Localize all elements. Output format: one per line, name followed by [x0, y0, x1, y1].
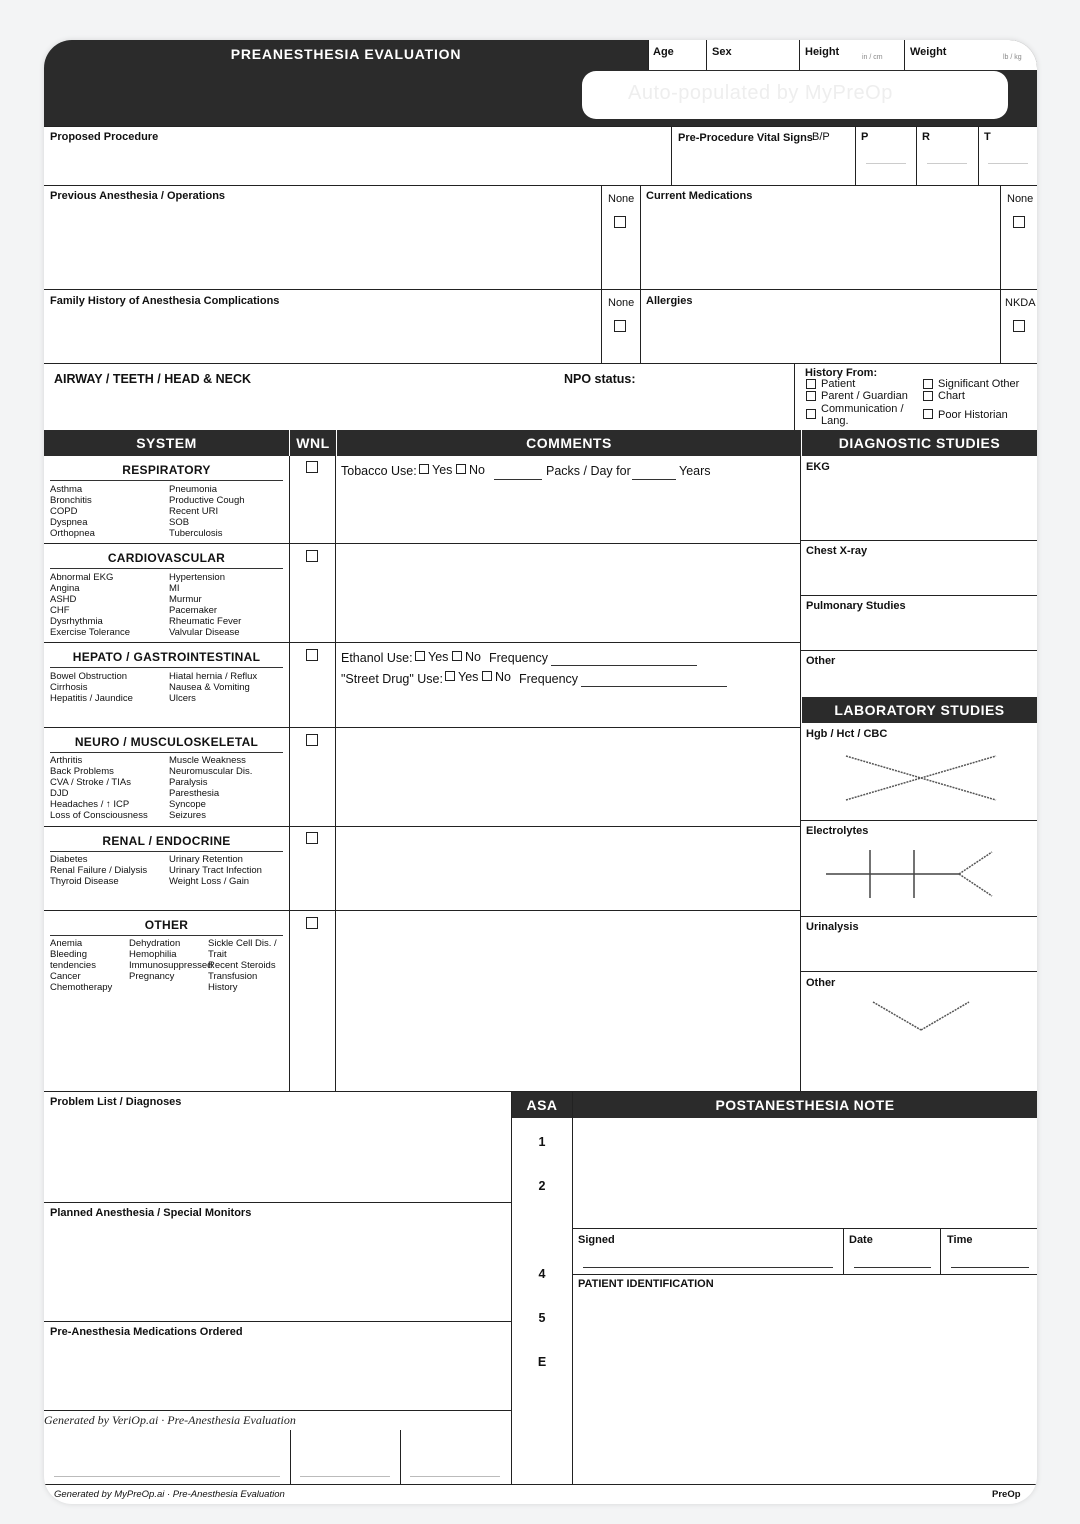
- asa-e[interactable]: E: [537, 1355, 547, 1369]
- wnl-header: WNL: [289, 430, 336, 456]
- postanesthesia-note-field[interactable]: [574, 1119, 1036, 1227]
- proposed-procedure-field[interactable]: [46, 144, 668, 184]
- packs-label: Packs / Day for: [546, 464, 631, 478]
- history-chart-checkbox[interactable]: [923, 391, 933, 401]
- prev-anesthesia-label: Previous Anesthesia / Operations: [50, 190, 226, 202]
- asa-4[interactable]: 4: [538, 1267, 546, 1281]
- postanesthesia-header: POSTANESTHESIA NOTE: [573, 1092, 1037, 1118]
- asa-5[interactable]: 5: [538, 1311, 546, 1325]
- hgb-label: Hgb / Hct / CBC: [806, 728, 888, 740]
- years-field[interactable]: [632, 479, 676, 480]
- problem-list-label: Problem List / Diagnoses: [50, 1096, 182, 1108]
- history-poor-historian-label: Poor Historian: [938, 409, 1008, 421]
- cardiovascular-title: CARDIOVASCULAR: [107, 551, 226, 565]
- date-label: Date: [849, 1234, 873, 1246]
- hepato-conditions-left: Bowel Obstruction Cirrhosis Hepatitis / Jaundice: [50, 671, 133, 704]
- system-header: SYSTEM: [44, 430, 289, 456]
- street-yes-checkbox[interactable]: [445, 671, 455, 681]
- temp-label: T: [984, 131, 991, 143]
- neuro-title: NEURO / MUSCULOSKELETAL: [74, 735, 259, 749]
- diagnostic-other-label: Other: [806, 655, 836, 667]
- npo-status-label: NPO status:: [564, 372, 636, 386]
- time-field[interactable]: [951, 1267, 1029, 1268]
- overlay-footer-text: Generated by VeriOp.ai · Pre-Anesthesia Evaluation: [44, 1413, 296, 1427]
- resp-label: R: [922, 131, 930, 143]
- hepato-wnl-checkbox[interactable]: [306, 649, 318, 661]
- street-yes-label: Yes: [458, 670, 479, 684]
- allergies-label: Allergies: [646, 295, 693, 307]
- ethanol-no-checkbox[interactable]: [452, 651, 462, 661]
- pulmonary-studies-label: Pulmonary Studies: [806, 600, 906, 612]
- asa-2[interactable]: 2: [538, 1179, 546, 1193]
- prev-anesthesia-none-checkbox[interactable]: [614, 216, 626, 228]
- history-patient-label: Patient: [821, 378, 856, 390]
- electrolytes-label: Electrolytes: [806, 825, 869, 837]
- signed-label: Signed: [578, 1234, 615, 1246]
- current-meds-none-checkbox[interactable]: [1013, 216, 1025, 228]
- vital-signs-label: Pre-Procedure Vital Signs: [678, 132, 813, 144]
- tobacco-yes-checkbox[interactable]: [419, 464, 429, 474]
- history-communication-label: Communication /: [821, 403, 904, 415]
- weight-unit: lb / kg: [1003, 54, 1022, 61]
- signed-field[interactable]: [583, 1267, 833, 1268]
- date-field[interactable]: [854, 1267, 931, 1268]
- sex-label: Sex: [712, 46, 732, 58]
- other-conditions-col2: Dehydration Hemophilia Immunosuppressed Pregnancy: [129, 938, 213, 982]
- cardiovascular-conditions-left: Abnormal EKG Angina ASHD CHF Dysrhythmia Exercise Tolerance: [50, 572, 131, 638]
- premeds-label: Pre-Anesthesia Medications Ordered: [50, 1326, 243, 1338]
- respiratory-conditions-right: Pneumonia Productive Cough Recent URI SOB Tuberculosis: [169, 484, 245, 539]
- renal-wnl-checkbox[interactable]: [306, 832, 318, 844]
- none-label-1: None: [608, 193, 635, 205]
- time-label: Time: [947, 1234, 973, 1246]
- none-label-3: None: [608, 297, 635, 309]
- height-label: Height: [805, 46, 840, 58]
- proposed-procedure-label: Proposed Procedure: [50, 131, 159, 143]
- ethanol-use-label: Ethanol Use:: [341, 651, 413, 665]
- lab-other-label: Other: [806, 977, 836, 989]
- renal-title: RENAL / ENDOCRINE: [102, 834, 231, 848]
- ethanol-no-label: No: [465, 650, 481, 664]
- street-no-checkbox[interactable]: [482, 671, 492, 681]
- asa-header: ASA: [512, 1092, 572, 1118]
- neuro-conditions-left: Arthritis Back Problems CVA / Stroke / TIAs DJD Headaches / ↑ ICP Loss of Consciousness: [50, 755, 148, 821]
- lab-other-diagram-icon: [870, 998, 972, 1034]
- cardiovascular-conditions-right: Hypertension MI Murmur Pacemaker Rheumatic Fever Valvular Disease: [169, 572, 242, 638]
- hepato-conditions-right: Hiatal hernia / Reflux Nausea & Vomiting Ulcers: [169, 671, 258, 704]
- footer-text: Generated by MyPreOp.ai · Pre-Anesthesia Evaluation: [54, 1489, 285, 1500]
- electrolytes-diagram-icon: [824, 848, 999, 900]
- street-frequency-label: Frequency: [519, 672, 579, 686]
- history-communication-checkbox[interactable]: [806, 409, 816, 419]
- cardiovascular-wnl-checkbox[interactable]: [306, 550, 318, 562]
- cbc-diagram-icon: [844, 752, 999, 804]
- ethanol-yes-checkbox[interactable]: [415, 651, 425, 661]
- tobacco-use-label: Tobacco Use:: [341, 464, 417, 478]
- history-patient-checkbox[interactable]: [806, 379, 816, 389]
- ethanol-yes-label: Yes: [428, 650, 449, 664]
- history-from-label: History From:: [805, 367, 878, 379]
- renal-conditions-left: Diabetes Renal Failure / Dialysis Thyroid Disease: [50, 854, 148, 887]
- chest-xray-label: Chest X-ray: [806, 545, 868, 557]
- history-parent-checkbox[interactable]: [806, 391, 816, 401]
- laboratory-studies-header: LABORATORY STUDIES: [801, 697, 1037, 723]
- ekg-label: EKG: [806, 461, 830, 473]
- current-meds-label: Current Medications: [646, 190, 753, 202]
- street-no-label: No: [495, 670, 511, 684]
- tobacco-no-checkbox[interactable]: [456, 464, 466, 474]
- neuro-conditions-right: Muscle Weakness Neuromuscular Dis. Paralysis Paresthesia Syncope Seizures: [169, 755, 253, 821]
- history-lang-label: Lang.: [821, 415, 849, 427]
- other-title: OTHER: [144, 918, 189, 932]
- autopopulated-text: Auto-populated by MyPreOp: [628, 82, 893, 104]
- footer-right-text: PreOp: [992, 1489, 1021, 1500]
- form-title: PREANESTHESIA EVALUATION: [230, 46, 462, 62]
- none-label-2: None: [1007, 193, 1034, 205]
- other-wnl-checkbox[interactable]: [306, 917, 318, 929]
- tobacco-yes-label: Yes: [432, 463, 453, 477]
- planned-anesthesia-label: Planned Anesthesia / Special Monitors: [50, 1207, 252, 1219]
- family-history-label: Family History of Anesthesia Complications: [50, 295, 280, 307]
- ethanol-frequency-field[interactable]: [551, 665, 697, 666]
- height-unit: in / cm: [862, 54, 883, 61]
- history-poor-historian-checkbox[interactable]: [923, 409, 933, 419]
- history-chart-label: Chart: [938, 390, 965, 402]
- street-drug-label: "Street Drug" Use:: [341, 672, 443, 686]
- age-label: Age: [653, 46, 674, 58]
- urinalysis-label: Urinalysis: [806, 921, 859, 933]
- tobacco-no-label: No: [469, 463, 485, 477]
- other-conditions-col3: Sickle Cell Dis. / Trait Recent Steroids Transfusion History: [208, 938, 277, 993]
- renal-conditions-right: Urinary Retention Urinary Tract Infection Weight Loss / Gain: [169, 854, 262, 887]
- diagnostic-studies-header: DIAGNOSTIC STUDIES: [801, 430, 1037, 456]
- bp-label: B/P: [812, 131, 830, 143]
- history-significant-other-checkbox[interactable]: [923, 379, 933, 389]
- respiratory-conditions-left: Asthma Bronchitis COPD Dyspnea Orthopnea: [50, 484, 95, 539]
- nkda-label: NKDA: [1005, 297, 1036, 309]
- respiratory-wnl-checkbox[interactable]: [306, 461, 318, 473]
- patient-id-label: PATIENT IDENTIFICATION: [578, 1278, 714, 1290]
- packs-field[interactable]: [494, 479, 542, 480]
- weight-label: Weight: [910, 46, 947, 58]
- respiratory-title: RESPIRATORY: [122, 463, 211, 477]
- history-parent-label: Parent / Guardian: [821, 390, 908, 402]
- street-frequency-field[interactable]: [581, 686, 727, 687]
- neuro-wnl-checkbox[interactable]: [306, 734, 318, 746]
- history-significant-other-label: Significant Other: [938, 378, 1020, 390]
- other-conditions-col1: Anemia Bleeding tendencies Cancer Chemotherapy: [50, 938, 113, 993]
- evaluation-form: [44, 40, 1037, 1504]
- asa-1[interactable]: 1: [538, 1135, 546, 1149]
- years-label: Years: [679, 464, 711, 478]
- pulse-label: P: [861, 131, 869, 143]
- hepato-title: HEPATO / GASTROINTESTINAL: [72, 650, 261, 664]
- nkda-checkbox[interactable]: [1013, 320, 1025, 332]
- ethanol-frequency-label: Frequency: [489, 651, 549, 665]
- comments-header: COMMENTS: [336, 430, 801, 456]
- airway-title: AIRWAY / TEETH / HEAD & NECK: [54, 372, 252, 386]
- family-history-none-checkbox[interactable]: [614, 320, 626, 332]
